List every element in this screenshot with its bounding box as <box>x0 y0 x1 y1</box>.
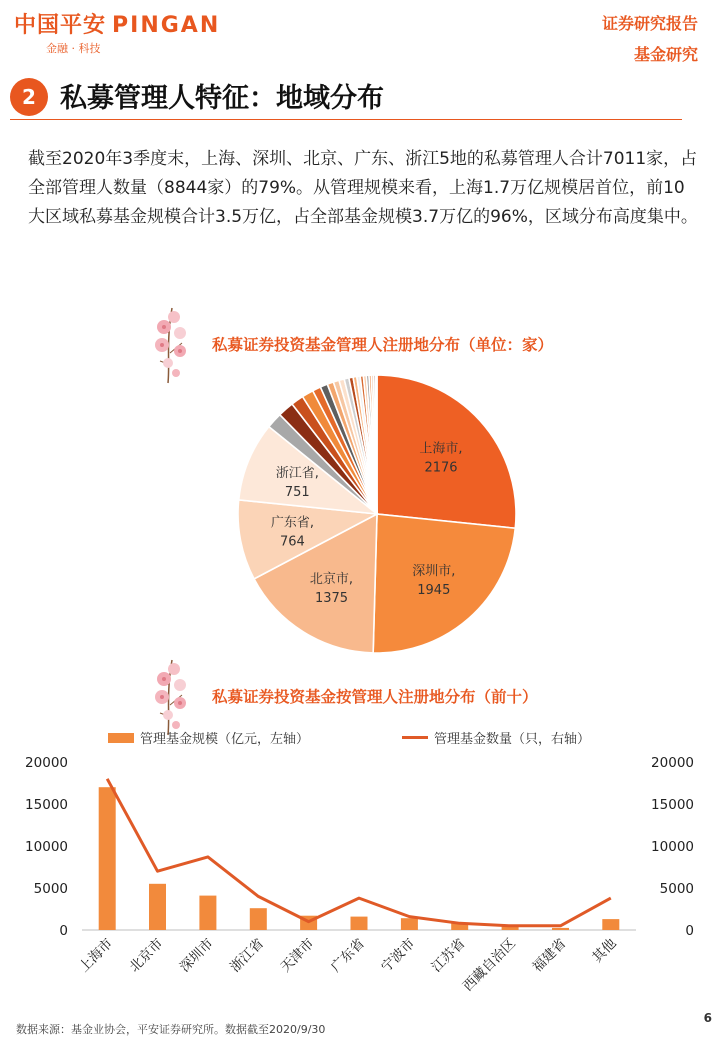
report-tag <box>602 8 698 70</box>
y-right-tick-label: 5000 <box>659 881 694 897</box>
summary-paragraph: 截至2020年3季度末，上海、深圳、北京、广东、浙江5地的私募管理人合计7011家，占全部管理人数量（8844家）的79%。从管理规模来看，上海1.7万亿规模居首位，前10大区域私募基金规模合计3.5万亿，占全部基金规模3.7万亿的96%，区域分布高度集中。 <box>28 149 698 227</box>
bar <box>602 919 619 930</box>
pie-slice-label: 浙江省, <box>275 466 319 482</box>
pie-slice-value: 764 <box>279 534 305 550</box>
x-category-label: 浙江省 <box>227 935 268 976</box>
bar-line-chart <box>0 745 720 1010</box>
pie-slice-value: 2176 <box>424 460 458 476</box>
x-category-label: 天津市 <box>277 935 318 976</box>
y-right-tick-label: 0 <box>685 923 694 939</box>
legend-bar-label: 管理基金规模（亿元，左轴） <box>140 732 310 747</box>
pie-slice-label: 广东省, <box>270 515 314 531</box>
bar <box>149 884 166 930</box>
pie-slice-label: 深圳市, <box>412 563 456 579</box>
x-category-label: 深圳市 <box>176 935 217 976</box>
x-category-label: 宁波市 <box>378 935 419 976</box>
y-left-tick-label: 20000 <box>25 755 68 771</box>
pie-slice-value: 1945 <box>417 582 451 598</box>
pie-chart-title: 私募证券投资基金管理人注册地分布（单位：家） <box>212 336 554 354</box>
x-category-label: 江苏省 <box>428 935 469 976</box>
x-category-label: 西藏自治区 <box>459 935 519 995</box>
report-category: 基金研究 <box>633 45 698 64</box>
y-right-tick-label: 20000 <box>651 755 694 771</box>
legend-bar-swatch <box>108 733 134 743</box>
y-right-tick-label: 10000 <box>651 839 694 855</box>
legend-line-swatch <box>402 736 428 739</box>
logo-tagline: 金融 · 科技 <box>46 42 101 55</box>
section-header <box>10 74 682 120</box>
pie-slice-value: 751 <box>284 485 310 501</box>
bar <box>99 787 116 930</box>
bar <box>199 896 216 930</box>
bar <box>401 918 418 930</box>
pie-slice-label: 北京市, <box>309 572 354 588</box>
x-category-label: 其他 <box>589 935 620 966</box>
report-type: 证券研究报告 <box>601 14 698 33</box>
pie-chart <box>200 370 560 670</box>
pie-slice-label: 上海市, <box>419 441 463 457</box>
blossom-icon <box>150 303 192 385</box>
y-left-tick-label: 0 <box>59 923 68 939</box>
y-left-tick-label: 5000 <box>33 881 68 897</box>
pingan-logo <box>14 8 220 56</box>
x-category-label: 福建省 <box>529 935 570 976</box>
data-source-footnote: 数据来源：基金业协会，平安证券研究所。数据截至2020/9/30 <box>16 1023 326 1036</box>
bar <box>250 908 267 930</box>
pie-slice-value: 1375 <box>314 591 349 607</box>
y-left-tick-label: 15000 <box>25 797 68 813</box>
series-line <box>107 779 611 926</box>
logo-cn: 中国平安 <box>14 13 107 38</box>
bar <box>351 917 368 930</box>
y-right-tick-label: 15000 <box>651 797 694 813</box>
section-number-badge: 2 <box>10 78 48 116</box>
x-category-label: 北京市 <box>126 935 167 976</box>
bar-chart-title: 私募证券投资基金按管理人注册地分布（前十） <box>212 688 538 706</box>
blossom-icon <box>150 655 192 737</box>
x-category-label: 上海市 <box>76 935 117 976</box>
bar <box>552 928 569 930</box>
legend-line-label: 管理基金数量（只，右轴） <box>434 732 591 747</box>
x-category-label: 广东省 <box>327 935 368 976</box>
logo-en: PINGAN <box>112 13 221 38</box>
section-title: 私募管理人特征：地域分布 <box>60 83 384 114</box>
page-number: 6 <box>703 1011 712 1025</box>
y-left-tick-label: 10000 <box>25 839 68 855</box>
